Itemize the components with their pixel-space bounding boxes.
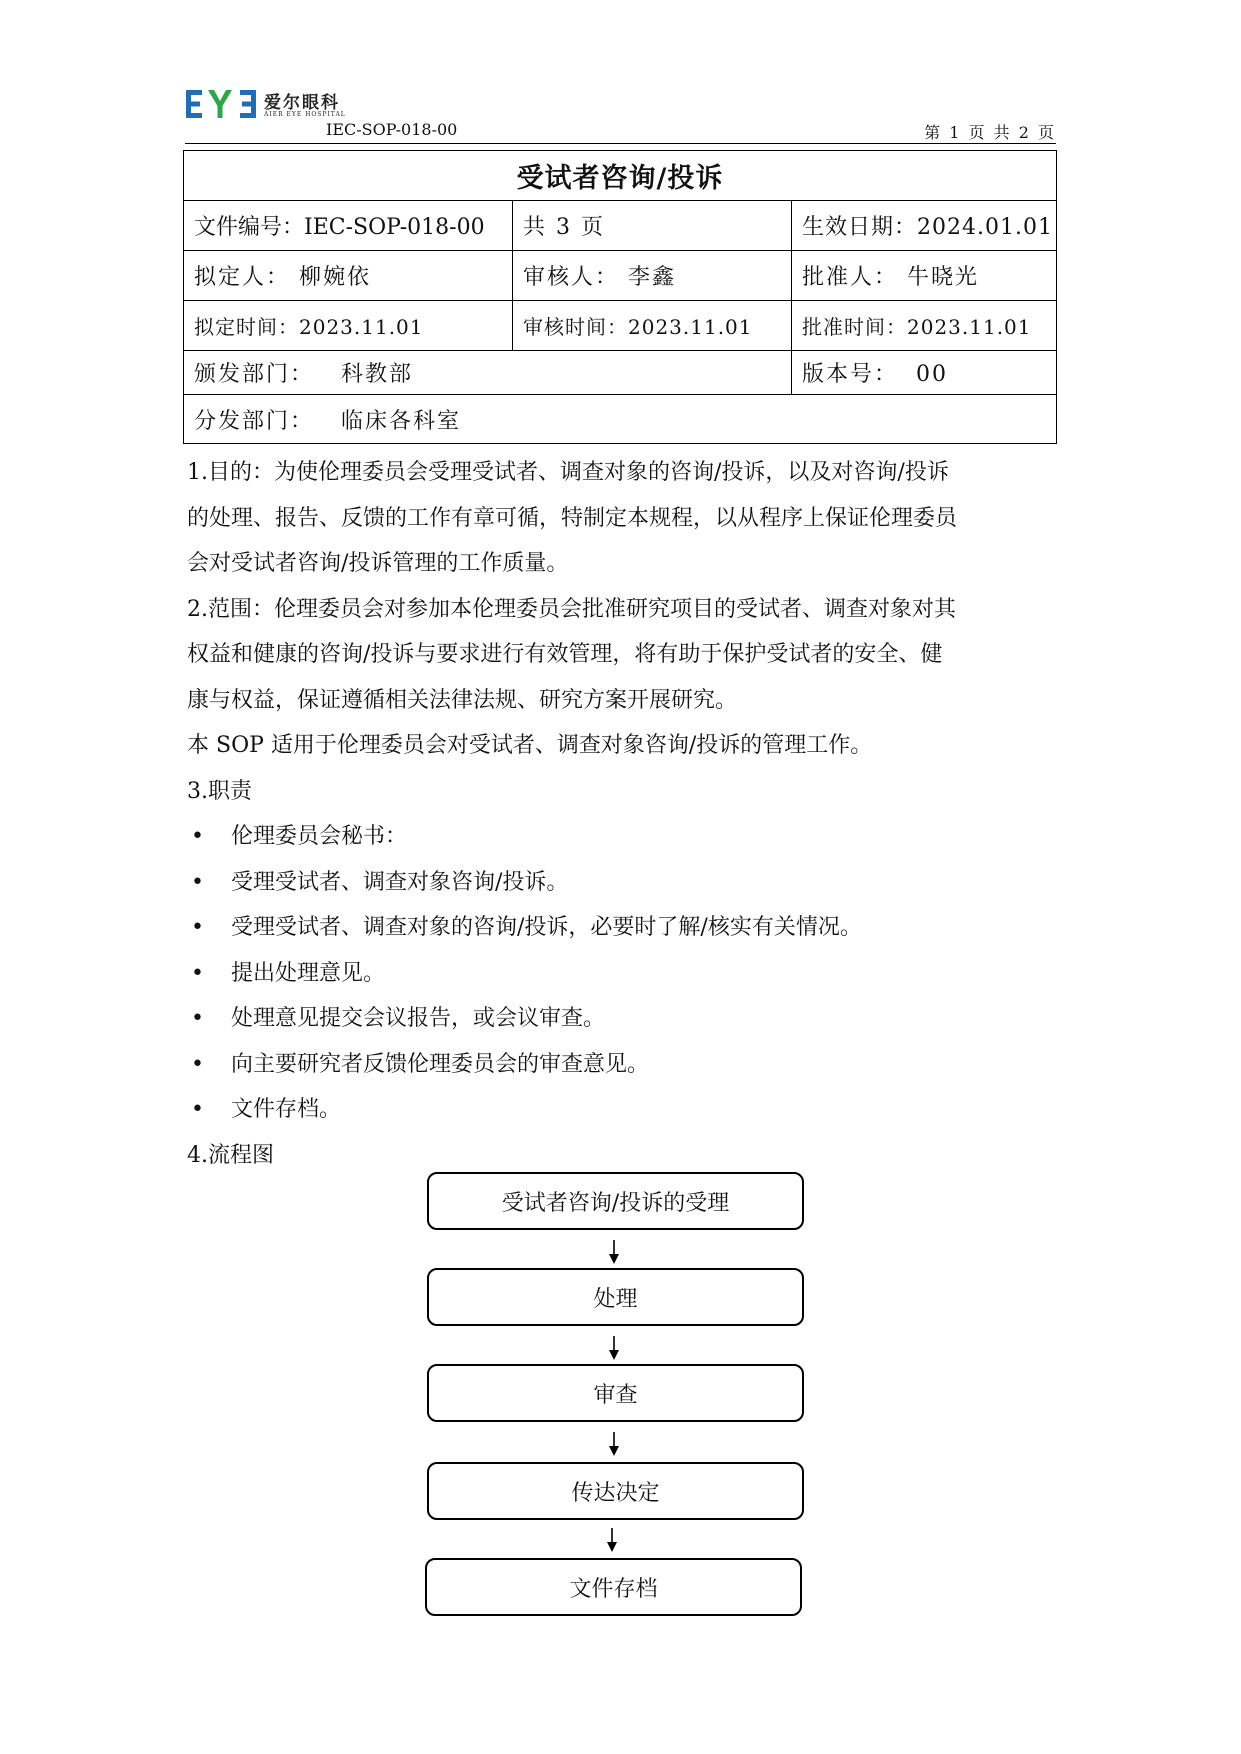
review-time: 审核时间：2023.11.01 <box>513 301 792 351</box>
list-item: • 伦理委员会秘书： <box>187 814 1057 860</box>
document-title: 受试者咨询/投诉 <box>184 151 1057 201</box>
bullet-icon: • <box>191 1097 204 1122</box>
arrow-down-icon <box>606 1528 618 1552</box>
page-number: 第 1 页 共 2 页 <box>924 123 1056 142</box>
effective-date: 生效日期：2024.01.01 <box>792 201 1057 251</box>
page-count: 共 3 页 <box>513 201 792 251</box>
bullet-icon: • <box>191 1006 204 1031</box>
list-item: • 向主要研究者反馈伦理委员会的审查意见。 <box>187 1042 1057 1088</box>
scope-line: 康与权益，保证遵循相关法律法规、研究方案开展研究。 <box>187 687 738 713</box>
arrow-down-icon <box>608 1240 620 1264</box>
issuing-department: 颁发部门： 科教部 <box>184 351 792 395</box>
duties-heading: 3.职责 <box>187 778 252 804</box>
logo-chinese-name: 爱尔眼科 <box>264 93 340 113</box>
bullet-icon: • <box>191 869 204 895</box>
flow-step-accept: 受试者咨询/投诉的受理 <box>427 1172 804 1230</box>
hospital-logo <box>186 88 346 122</box>
purpose-line: 会对受试者咨询/投诉管理的工作质量。 <box>187 551 569 576</box>
reviewer: 审核人： 李鑫 <box>513 251 792 301</box>
eye-logo-icon <box>186 90 256 118</box>
scope-line: 权益和健康的咨询/投诉与要求进行有效管理，将有助于保护受试者的安全、健 <box>187 642 943 667</box>
flow-step-communicate: 传达决定 <box>427 1462 804 1520</box>
purpose-line: 1.目的：为使伦理委员会受理受试者、调查对象的咨询/投诉，以及对咨询/投诉 <box>187 460 949 485</box>
list-item: • 受理受试者、调查对象的咨询/投诉，必要时了解/核实有关情况。 <box>187 905 1057 951</box>
duties-list <box>187 814 1057 1133</box>
version-number: 版本号： 00 <box>792 351 1057 395</box>
flow-step-review: 审查 <box>427 1364 804 1422</box>
logo-english-name: AIER EYE HOSPITAL <box>264 111 346 118</box>
bullet-icon: • <box>191 915 204 940</box>
arrow-down-icon <box>608 1432 620 1456</box>
approve-time: 批准时间：2023.11.01 <box>792 301 1057 351</box>
drafter: 拟定人： 柳婉依 <box>184 251 513 301</box>
document-body <box>187 450 1057 1178</box>
flow-step-archive: 文件存档 <box>425 1558 802 1616</box>
document-info-table <box>183 150 1057 444</box>
approver: 批准人： 牛晓光 <box>792 251 1057 301</box>
bullet-icon: • <box>191 824 204 849</box>
scope-line: 2.范围：伦理委员会对参加本伦理委员会批准研究项目的受试者、调查对象对其 <box>187 596 956 622</box>
flowchart-heading: 4.流程图 <box>187 1142 274 1168</box>
bullet-icon: • <box>191 960 204 986</box>
purpose-line: 的处理、报告、反馈的工作有章可循，特制定本规程，以从程序上保证伦理委员 <box>187 505 958 531</box>
document-number: 文件编号：IEC-SOP-018-00 <box>184 201 513 251</box>
draft-time: 拟定时间：2023.11.01 <box>184 301 513 351</box>
flow-step-handle: 处理 <box>427 1268 804 1326</box>
list-item: • 提出处理意见。 <box>187 951 1057 997</box>
list-item: • 受理受试者、调查对象咨询/投诉。 <box>187 860 1057 906</box>
list-item: • 文件存档。 <box>187 1087 1057 1133</box>
header-divider <box>185 143 1056 144</box>
list-item: • 处理意见提交会议报告，或会议审查。 <box>187 996 1057 1042</box>
arrow-down-icon <box>608 1336 620 1360</box>
applicability-statement: 本 SOP 适用于伦理委员会对受试者、调查对象咨询/投诉的管理工作。 <box>187 733 873 758</box>
document-code: IEC-SOP-018-00 <box>326 120 458 139</box>
distribution-department: 分发部门： 临床各科室 <box>184 395 1057 444</box>
bullet-icon: • <box>191 1051 204 1077</box>
